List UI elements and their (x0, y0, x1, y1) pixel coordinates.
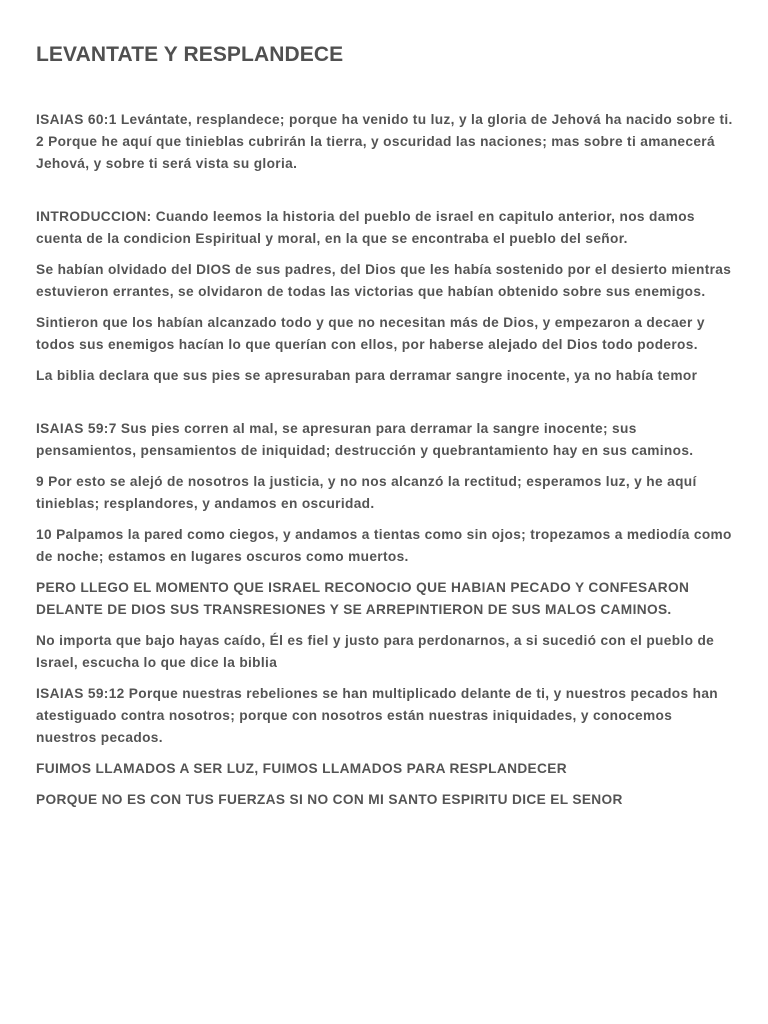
paragraph-fuimos-llamados: FUIMOS LLAMADOS A SER LUZ, FUIMOS LLAMADOS PARA RESPLANDECER (36, 761, 567, 776)
paragraph-isaias-60-1: ISAIAS 60:1 Levántate, resplandece; porque ha venido tu luz, y la gloria de Jehová ha nacido sobre ti. 2 Porque he aquí que tinieblas cubrirán la tierra, y oscuridad las naciones; mas sobre ti amanecerá Jehová, y sobre ti será vista su gloria. (36, 112, 733, 171)
document-page (36, 40, 736, 811)
paragraph-verse-9: 9 Por esto se alejó de nosotros la justicia, y no nos alcanzó la rectitud; esperamos luz, y he aquí tinieblas; resplandores, y andamos en oscuridad. (36, 474, 697, 511)
paragraph-olvidado: Se habían olvidado del DIOS de sus padres, del Dios que les había sostenido por el desierto mientras estuvieron errantes, se olvidaron de todas las victorias que habían obtenido sobre sus enemigos. (36, 262, 732, 299)
paragraph-biblia-declara: La biblia declara que sus pies se apresuraban para derramar sangre inocente, ya no había temor (36, 368, 698, 383)
paragraph-verse-10: 10 Palpamos la pared como ciegos, y andamos a tientas como sin ojos; tropezamos a mediodía como de noche; estamos en lugares oscuros como muertos. (36, 527, 732, 564)
paragraph-no-importa: No importa que bajo hayas caído, Él es fiel y justo para perdonarnos, a si sucedió con el pueblo de Israel, escucha lo que dice la biblia (36, 633, 715, 670)
paragraph-isaias-59-7: ISAIAS 59:7 Sus pies corren al mal, se apresuran para derramar la sangre inocente; sus pensamientos, pensamientos de iniquidad; destrucción y quebrantamiento hay en sus caminos. (36, 421, 694, 458)
paragraph-isaias-59-12: ISAIAS 59:12 Porque nuestras rebeliones se han multiplicado delante de ti, y nuestros pecados han atestiguado contra nosotros; porque con nosotros están nuestras iniquidades, y conocemos nuestros pecados. (36, 686, 719, 745)
paragraph-pero-llego: PERO LLEGO EL MOMENTO QUE ISRAEL RECONOCIO QUE HABIAN PECADO Y CONFESARON DELANTE DE DIOS SUS TRANSRESIONES Y SE ARREPINTIERON DE SUS MALOS CAMINOS. (36, 580, 690, 617)
document-title: LEVANTATE Y RESPLANDECE (36, 43, 344, 66)
paragraph-sintieron: Sintieron que los habían alcanzado todo y que no necesitan más de Dios, y empezaron a decaer y todos sus enemigos hacían lo que querían con ellos, por haberse alejado del Dios todo poderos. (36, 315, 705, 352)
paragraph-porque-no-es: PORQUE NO ES CON TUS FUERZAS SI NO CON MI SANTO ESPIRITU DICE EL SENOR (36, 792, 623, 807)
paragraph-introduccion: INTRODUCCION: Cuando leemos la historia del pueblo de israel en capitulo anterior, nos damos cuenta de la condicion Espiritual y moral, en la que se encontraba el pueblo del señor. (36, 209, 695, 246)
